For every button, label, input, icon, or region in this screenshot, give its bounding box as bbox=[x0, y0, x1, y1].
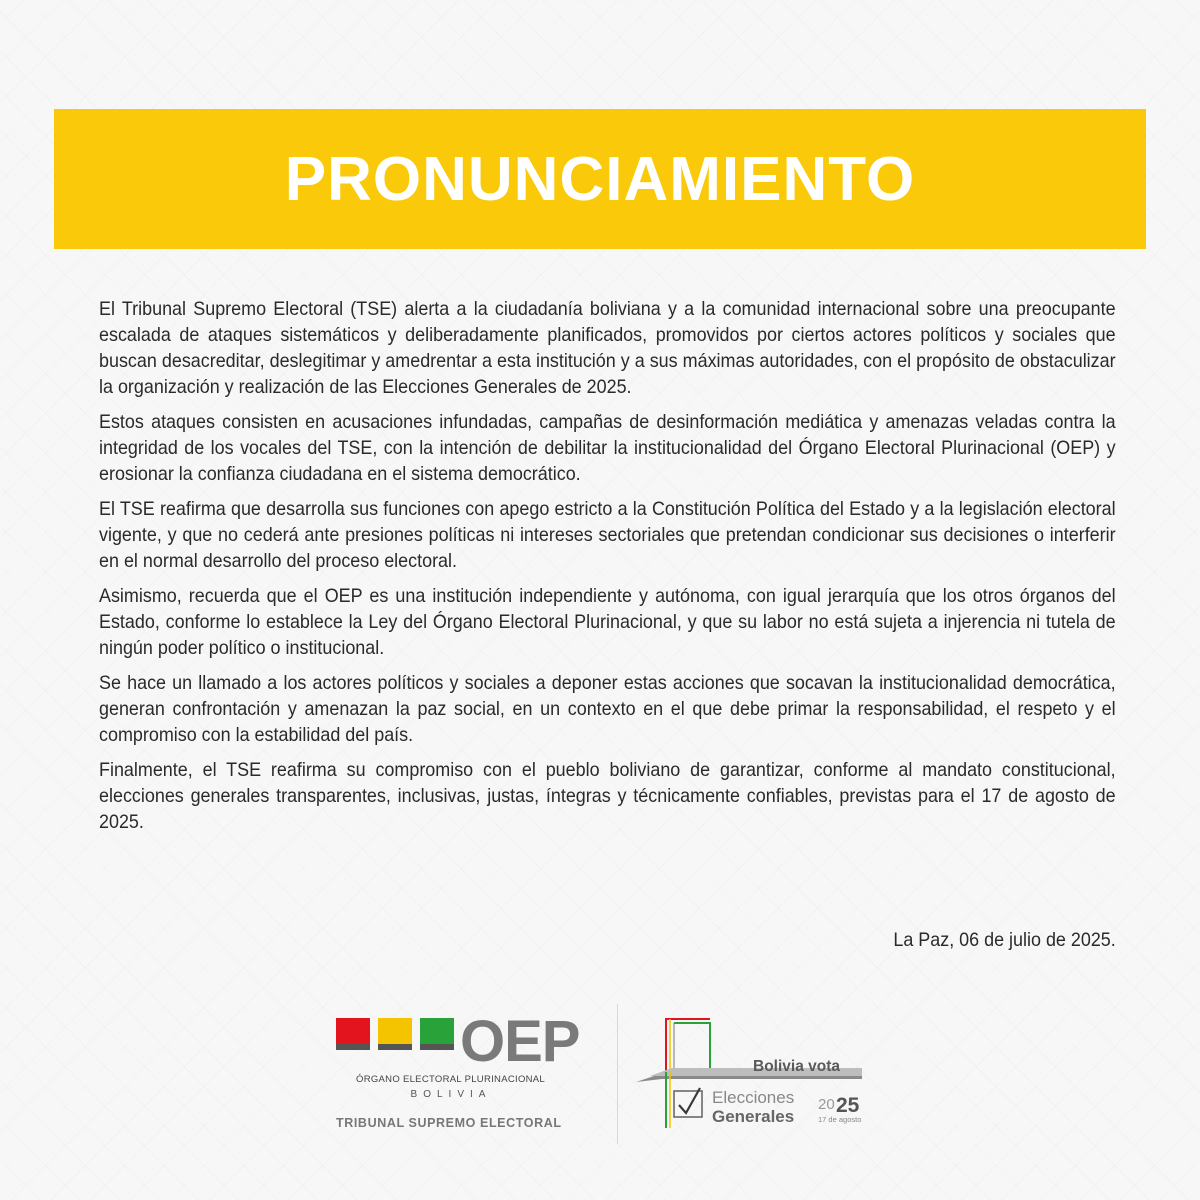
oep-acronym: OEP bbox=[460, 1009, 580, 1074]
page-title: PRONUNCIAMIENTO bbox=[284, 144, 916, 214]
yellow-square bbox=[378, 1018, 412, 1050]
red-square bbox=[336, 1018, 370, 1050]
place-date: La Paz, 06 de julio de 2025. bbox=[893, 929, 1116, 951]
generales-label: Generales bbox=[712, 1107, 795, 1126]
oep-logo bbox=[336, 1009, 596, 1138]
title-banner bbox=[54, 109, 1146, 249]
elecciones-logo bbox=[632, 1014, 872, 1134]
paragraph: Se hace un llamado a los actores políticos y sociales a deponer estas acciones que socavan la institucionalidad democrática, generan confrontación y amenazan la paz social, en un contexto en el que debe primar la responsabilidad, el respeto y el compromiso con la estabilidad del país. bbox=[99, 672, 1116, 746]
paragraph: El Tribunal Supremo Electoral (TSE) alerta a la ciudadanía boliviana y a la comunidad internacional sobre una preocupante escalada de ataques sistemáticos y deliberadamente planificados, promovidos por ciertos actores políticos y sociales que buscan desacreditar, deslegitimar y amedrentar a esta institución y a sus máximas autoridades, con el propósito de obstaculizar la organización y realización de las Elecciones Generales de 2025. bbox=[99, 298, 1116, 398]
election-date: 17 de agosto bbox=[818, 1115, 862, 1124]
footer-divider bbox=[617, 1004, 618, 1144]
green-square bbox=[420, 1018, 454, 1050]
oep-name: ÓRGANO ELECTORAL PLURINACIONAL bbox=[356, 1074, 546, 1085]
oep-country: BOLIVIA bbox=[410, 1089, 492, 1100]
paragraph: Asimismo, recuerda que el OEP es una institución independiente y autónoma, con igual jerarquía que los otros órganos del Estado, conforme lo establece la Ley del Órgano Electoral Plurinacional, y que su labor no está sujeta a injerencia ni tutela de ningún poder político o institucional. bbox=[99, 585, 1116, 659]
year-prefix: 20 bbox=[818, 1096, 835, 1113]
bolivia-vota-tagline: Bolivia vota bbox=[753, 1058, 840, 1075]
footer bbox=[0, 1000, 1200, 1150]
year-suffix: 25 bbox=[836, 1094, 860, 1117]
elecciones-label: Elecciones bbox=[712, 1088, 795, 1107]
oep-tribunal: TRIBUNAL SUPREMO ELECTORAL bbox=[336, 1116, 562, 1130]
oep-color-squares bbox=[336, 1018, 454, 1050]
paragraph: Estos ataques consisten en acusaciones infundadas, campañas de desinformación mediática y amenazas veladas contra la integridad de los vocales del TSE, con la intención de debilitar la institucionalidad del Órgano Electoral Plurinacional (OEP) y erosionar la confianza ciudadana en el sistema democrático. bbox=[99, 411, 1116, 485]
paragraph: El TSE reafirma que desarrolla sus funciones con apego estricto a la Constitución Política del Estado y a la legislación electoral vigente, y que no cederá ante presiones políticas ni intereses sectoriales que pretendan condicionar sus decisiones o interferir en el normal desarrollo del proceso electoral. bbox=[99, 498, 1116, 572]
paragraph: Finalmente, el TSE reafirma su compromiso con el pueblo boliviano de garantizar, conforme al mandato constitucional, elecciones generales transparentes, inclusivas, justas, íntegras y técnicamente confiables, previstas para el 17 de agosto de 2025. bbox=[99, 759, 1116, 833]
statement-body bbox=[99, 296, 1116, 844]
